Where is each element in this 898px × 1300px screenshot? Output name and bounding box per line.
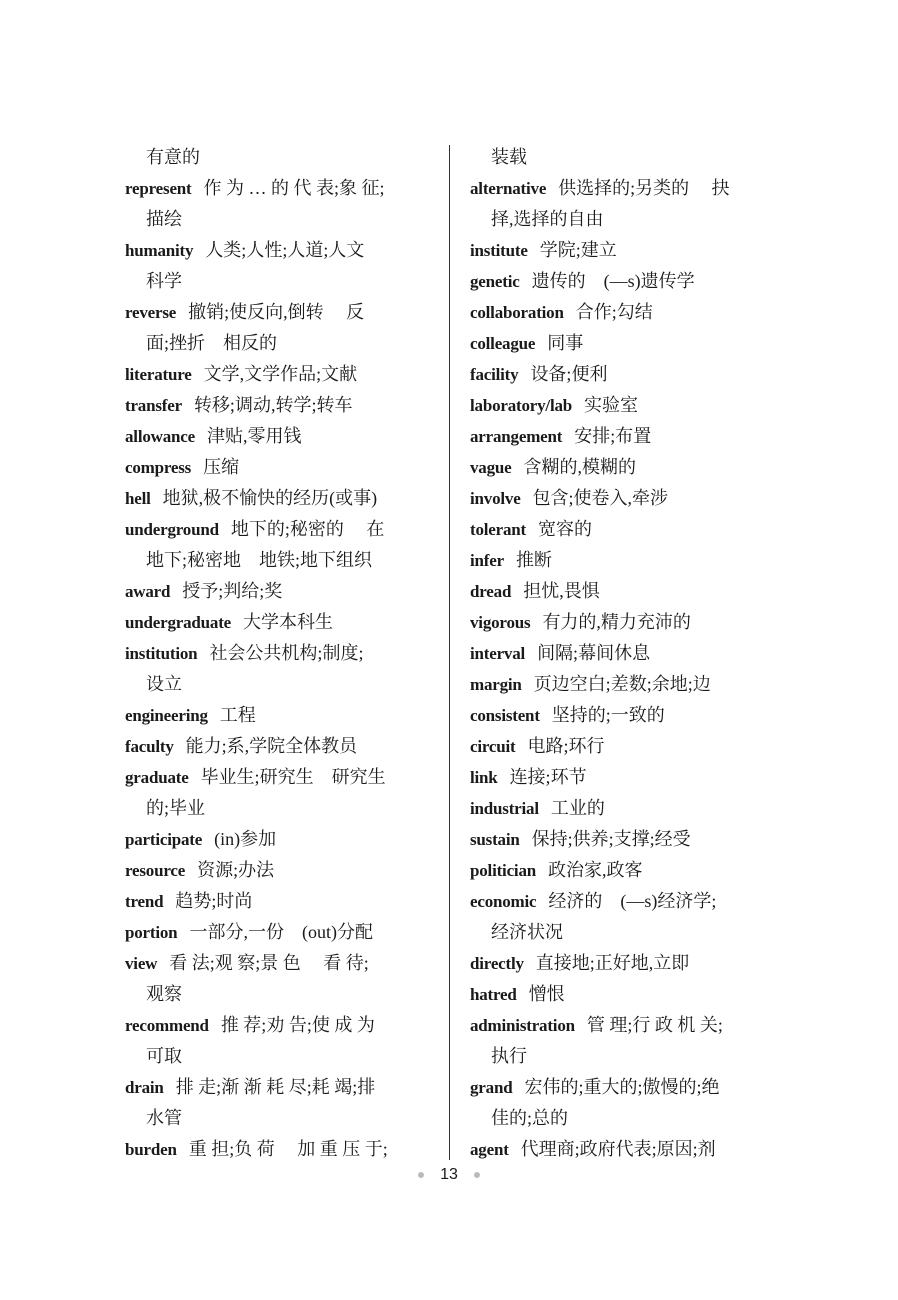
entry-word: vague xyxy=(470,458,512,477)
vocab-entry xyxy=(470,824,778,855)
entry-word: sustain xyxy=(470,830,520,849)
vocab-entry xyxy=(470,731,778,762)
entry-word: grand xyxy=(470,1078,513,1097)
entry-word: hatred xyxy=(470,985,517,1004)
vocab-entry xyxy=(470,1134,778,1165)
entry-word: award xyxy=(125,582,171,601)
entry-first-line xyxy=(125,1010,430,1041)
entry-first-line xyxy=(470,359,778,390)
vocab-entry xyxy=(470,545,778,576)
entry-continuation: 科学 xyxy=(146,271,182,291)
entry-definition: 连接;环节 xyxy=(509,767,587,787)
entry-word: involve xyxy=(470,489,521,508)
entry-definition: 宽容的 xyxy=(538,519,592,539)
column-divider xyxy=(449,145,450,1160)
entry-definition: 学院;建立 xyxy=(539,240,617,260)
entry-definition: 安排;布置 xyxy=(574,426,652,446)
entry-continuation: 描绘 xyxy=(146,209,182,229)
entry-first-line xyxy=(125,607,430,638)
vocab-entry xyxy=(470,638,778,669)
vocab-entry xyxy=(470,793,778,824)
vocab-entry xyxy=(125,483,430,514)
entry-definition: 文学,文学作品;文献 xyxy=(203,364,358,384)
vocab-entry xyxy=(470,142,778,173)
entry-word: view xyxy=(125,954,158,973)
vocab-entry xyxy=(470,483,778,514)
entry-word: faculty xyxy=(125,737,174,756)
entry-definition: 大学本科生 xyxy=(243,612,334,632)
entry-first-line xyxy=(125,452,430,483)
entry-first-line xyxy=(125,638,430,669)
entry-definition: 经济的 (—s)经济学; xyxy=(548,891,717,911)
entry-continuation: 面;挫折 相反的 xyxy=(146,333,278,353)
vocab-entry xyxy=(125,297,430,359)
entry-first-line xyxy=(125,1072,430,1103)
entry-word: vigorous xyxy=(470,613,531,632)
entry-definition: 坚持的;一致的 xyxy=(551,705,665,725)
entry-definition: 设备;便利 xyxy=(530,364,608,384)
entry-definition: 地狱,极不愉快的经历(或事) xyxy=(162,488,378,508)
vocab-entry xyxy=(125,452,430,483)
vocab-entry xyxy=(125,514,430,576)
entry-first-line xyxy=(125,576,430,607)
entry-definition: 看 法;观 察;景 色 看 待; xyxy=(169,953,369,973)
entry-first-line xyxy=(470,576,778,607)
entry-first-line xyxy=(125,421,430,452)
entry-definition: 代理商;政府代表;原因;剂 xyxy=(520,1139,716,1159)
entry-first-line xyxy=(125,483,430,514)
entry-first-line xyxy=(470,793,778,824)
entry-continuation: 佳的;总的 xyxy=(491,1108,569,1128)
vocab-entry xyxy=(125,390,430,421)
entry-first-line xyxy=(470,483,778,514)
entry-definition: 工程 xyxy=(219,705,256,725)
entry-definition: 重 担;负 荷 加 重 压 于; xyxy=(188,1139,388,1159)
entry-first-line xyxy=(470,607,778,638)
entry-word: collaboration xyxy=(470,303,564,322)
entry-definition: 管 理;行 政 机 关; xyxy=(586,1015,723,1035)
entry-continuation: 执行 xyxy=(491,1046,527,1066)
entry-word: transfer xyxy=(125,396,182,415)
entry-first-line xyxy=(125,824,430,855)
vocab-entry xyxy=(470,762,778,793)
entry-definition: 同事 xyxy=(547,333,584,353)
entry-first-line xyxy=(470,731,778,762)
vocab-entry xyxy=(470,235,778,266)
entry-first-line xyxy=(470,638,778,669)
entry-continuation: 有意的 xyxy=(146,147,200,167)
entry-definition: 推 荐;劝 告;使 成 为 xyxy=(220,1015,375,1035)
vocab-entry xyxy=(470,390,778,421)
entry-definition: 合作;勾结 xyxy=(575,302,653,322)
entry-definition: 推断 xyxy=(515,550,552,570)
entry-word: represent xyxy=(125,179,192,198)
entry-word: literature xyxy=(125,365,192,384)
vocab-entry xyxy=(125,576,430,607)
vocab-entry xyxy=(470,266,778,297)
vocab-entry xyxy=(125,1010,430,1072)
vocab-entry xyxy=(470,1010,778,1072)
entry-first-line xyxy=(470,824,778,855)
entry-definition: 津贴,零用钱 xyxy=(206,426,302,446)
entry-word: margin xyxy=(470,675,522,694)
entry-definition: 实验室 xyxy=(584,395,639,415)
entry-definition: 遗传的 (—s)遗传学 xyxy=(531,271,695,291)
entry-word: circuit xyxy=(470,737,516,756)
entry-first-line xyxy=(470,173,778,204)
entry-word: resource xyxy=(125,861,186,880)
entry-definition: 转移;调动,转学;转车 xyxy=(193,395,353,415)
vocab-entry xyxy=(470,421,778,452)
entry-word: burden xyxy=(125,1140,177,1159)
entry-first-line xyxy=(125,173,430,204)
entry-definition: 一部分,一份 (out)分配 xyxy=(189,922,373,942)
entry-definition: (in)参加 xyxy=(214,829,277,849)
entry-definition: 排 走;渐 渐 耗 尽;耗 竭;排 xyxy=(175,1077,376,1097)
page-number: 13 xyxy=(440,1166,458,1183)
entry-word: laboratory/lab xyxy=(470,396,573,415)
vocab-entry xyxy=(470,700,778,731)
footer-dot-left xyxy=(418,1172,424,1178)
entry-continuation: 观察 xyxy=(146,984,182,1004)
vocab-entry xyxy=(125,700,430,731)
vocab-entry xyxy=(470,855,778,886)
vocab-entry xyxy=(125,948,430,1010)
entry-first-line xyxy=(470,235,778,266)
entry-first-line xyxy=(470,1010,778,1041)
entry-definition: 供选择的;另类的 抉 xyxy=(558,178,730,198)
entry-word: institution xyxy=(125,644,198,663)
entry-word: link xyxy=(470,768,498,787)
vocab-entry xyxy=(125,359,430,390)
vocab-entry xyxy=(125,607,430,638)
vocab-entry xyxy=(470,576,778,607)
vocab-entry xyxy=(470,359,778,390)
entry-first-line xyxy=(125,855,430,886)
entry-continuation: 水管 xyxy=(146,1108,182,1128)
entry-continuation: 择,选择的自由 xyxy=(491,209,604,229)
vocab-entry xyxy=(470,452,778,483)
entry-first-line xyxy=(470,421,778,452)
footer-dot-right xyxy=(474,1172,480,1178)
entry-word: colleague xyxy=(470,334,536,353)
page-footer xyxy=(0,1166,898,1184)
vocab-entry xyxy=(470,514,778,545)
entry-word: arrangement xyxy=(470,427,563,446)
entry-word: interval xyxy=(470,644,526,663)
entry-first-line xyxy=(470,452,778,483)
entry-first-line xyxy=(125,390,430,421)
vocab-entry xyxy=(470,173,778,235)
entry-first-line xyxy=(470,979,778,1010)
vocab-entry xyxy=(125,917,430,948)
vocab-entry xyxy=(470,297,778,328)
entry-definition: 授予;判给;奖 xyxy=(182,581,283,601)
vocab-entry xyxy=(125,762,430,824)
vocab-entry xyxy=(125,731,430,762)
entry-first-line xyxy=(470,545,778,576)
entry-definition: 含糊的,模糊的 xyxy=(523,457,637,477)
entry-definition: 电路;环行 xyxy=(527,736,605,756)
entry-definition: 保持;供养;支撑;经受 xyxy=(531,829,691,849)
vocab-entry xyxy=(125,173,430,235)
vocab-entry xyxy=(125,1072,430,1134)
entry-definition: 撤销;使反向,倒转 反 xyxy=(188,302,365,322)
vocab-entry xyxy=(470,1072,778,1134)
entry-word: alternative xyxy=(470,179,547,198)
entry-word: institute xyxy=(470,241,528,260)
entry-definition: 宏伟的;重大的;傲慢的;绝 xyxy=(524,1077,720,1097)
entry-word: undergraduate xyxy=(125,613,232,632)
vocab-entry xyxy=(125,638,430,700)
entry-first-line xyxy=(125,1134,430,1165)
entry-word: tolerant xyxy=(470,520,526,539)
vocab-entry xyxy=(470,607,778,638)
vocab-entry xyxy=(125,1134,430,1165)
entry-continuation: 可取 xyxy=(146,1046,182,1066)
entry-word: trend xyxy=(125,892,164,911)
entry-first-line xyxy=(470,266,778,297)
entry-word: agent xyxy=(470,1140,509,1159)
entry-word: infer xyxy=(470,551,504,570)
entry-continuation: 装载 xyxy=(491,147,527,167)
entry-word: compress xyxy=(125,458,192,477)
entry-definition: 工业的 xyxy=(550,798,605,818)
entry-word: dread xyxy=(470,582,512,601)
entry-first-line xyxy=(470,855,778,886)
entry-definition: 直接地;正好地,立即 xyxy=(535,953,690,973)
entry-word: facility xyxy=(470,365,519,384)
entry-word: genetic xyxy=(470,272,520,291)
vocab-entry xyxy=(470,669,778,700)
entry-first-line xyxy=(125,514,430,545)
entry-word: engineering xyxy=(125,706,208,725)
entry-continuation: 的;毕业 xyxy=(146,798,206,818)
entry-word: portion xyxy=(125,923,178,942)
entry-word: underground xyxy=(125,520,219,539)
entry-first-line xyxy=(125,359,430,390)
entry-first-line xyxy=(125,762,430,793)
entry-word: participate xyxy=(125,830,203,849)
entry-first-line xyxy=(470,1134,778,1165)
entry-definition: 地下的;秘密的 在 xyxy=(230,519,385,539)
entry-first-line xyxy=(470,669,778,700)
entry-definition: 担忧,畏惧 xyxy=(523,581,600,601)
right-column xyxy=(470,142,778,1165)
entry-continuation: 设立 xyxy=(146,674,182,694)
entry-definition: 包含;使卷入,牵涉 xyxy=(532,488,669,508)
vocab-entry xyxy=(125,855,430,886)
entry-definition: 间隔;幕间休息 xyxy=(537,643,651,663)
entry-first-line xyxy=(470,762,778,793)
entry-definition: 社会公共机构;制度; xyxy=(209,643,364,663)
entry-definition: 毕业生;研究生 研究生 xyxy=(200,767,386,787)
vocab-entry xyxy=(125,824,430,855)
vocab-entry xyxy=(470,886,778,948)
entry-first-line xyxy=(125,948,430,979)
entry-word: drain xyxy=(125,1078,164,1097)
entry-first-line xyxy=(470,297,778,328)
entry-definition: 憎恨 xyxy=(528,984,565,1004)
entry-word: administration xyxy=(470,1016,575,1035)
entry-first-line xyxy=(470,886,778,917)
vocab-entry xyxy=(125,235,430,297)
entry-word: hell xyxy=(125,489,151,508)
vocab-entry xyxy=(470,328,778,359)
entry-first-line xyxy=(470,390,778,421)
entry-definition: 作 为 … 的 代 表;象 征; xyxy=(203,178,385,198)
entry-word: recommend xyxy=(125,1016,209,1035)
entry-word: reverse xyxy=(125,303,177,322)
entry-first-line xyxy=(470,948,778,979)
entry-word: economic xyxy=(470,892,537,911)
vocab-entry xyxy=(125,421,430,452)
entry-word: politician xyxy=(470,861,537,880)
entry-definition: 压缩 xyxy=(203,457,240,477)
left-column xyxy=(125,142,430,1165)
vocab-entry xyxy=(470,979,778,1010)
entry-definition: 资源;办法 xyxy=(197,860,275,880)
entry-definition: 政治家,政客 xyxy=(548,860,643,880)
vocab-entry xyxy=(125,142,430,173)
entry-definition: 页边空白;差数;余地;边 xyxy=(533,674,711,694)
vocab-entry xyxy=(470,948,778,979)
entry-word: directly xyxy=(470,954,524,973)
entry-first-line xyxy=(125,731,430,762)
vocab-entry xyxy=(125,886,430,917)
entry-word: allowance xyxy=(125,427,195,446)
entry-first-line xyxy=(125,886,430,917)
entry-first-line xyxy=(125,700,430,731)
entry-first-line xyxy=(125,235,430,266)
entry-word: graduate xyxy=(125,768,189,787)
entry-continuation: 经济状况 xyxy=(491,922,563,942)
entry-first-line xyxy=(470,514,778,545)
entry-definition: 能力;系,学院全体教员 xyxy=(185,736,358,756)
entry-first-line xyxy=(470,328,778,359)
entry-word: humanity xyxy=(125,241,194,260)
entry-word: industrial xyxy=(470,799,539,818)
entry-first-line xyxy=(470,1072,778,1103)
entry-definition: 趋势;时尚 xyxy=(175,891,253,911)
entry-first-line xyxy=(470,700,778,731)
entry-first-line xyxy=(125,297,430,328)
entry-word: consistent xyxy=(470,706,540,725)
entry-definition: 人类;人性;人道;人文 xyxy=(205,240,365,260)
entry-first-line xyxy=(125,917,430,948)
entry-continuation: 地下;秘密地 地铁;地下组织 xyxy=(146,550,373,570)
entry-definition: 有力的,精力充沛的 xyxy=(542,612,691,632)
